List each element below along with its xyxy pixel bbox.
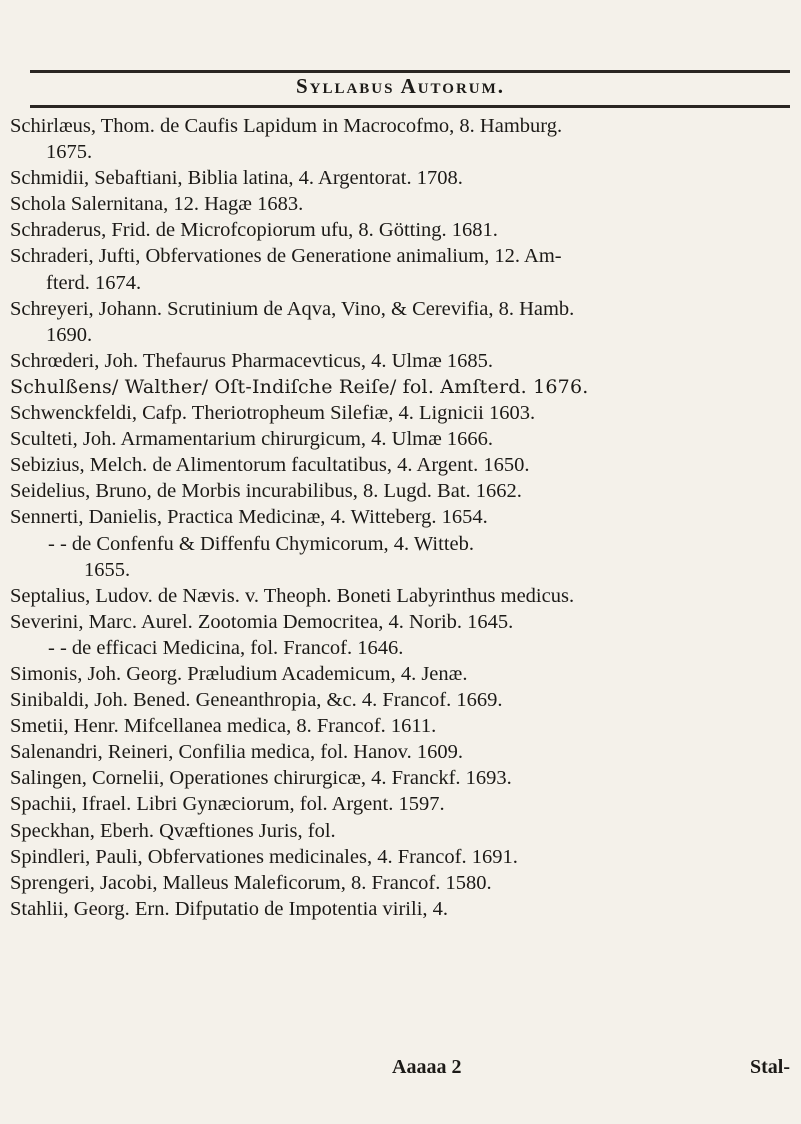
entry-continuation: 1655. [84, 558, 131, 581]
index-entry [10, 739, 792, 765]
entry-text: Schola Salernitana, 12. Hagæ 1683. [10, 193, 304, 216]
entry-text: Smetii, Henr. Mifcellanea medica, 8. Francof. 1611. [10, 715, 437, 738]
entry-text: Schwenckfeldi, Cafp. Theriotropheum Silefiæ, 4. Lignicii 1603. [10, 402, 536, 425]
index-entry [10, 661, 792, 687]
index-entry [10, 348, 792, 374]
index-entry [10, 217, 792, 243]
entry-text: Septalius, Ludov. de Nævis. v. Theoph. Boneti Labyrinthus medicus. [10, 584, 575, 607]
entry-text: Stahlii, Georg. Ern. Difputatio de Impotentia virili, 4. [10, 897, 449, 920]
index-entry [10, 844, 792, 870]
index-entry [10, 191, 792, 217]
entry-text: Severini, Marc. Aurel. Zootomia Democritea, 4. Norib. 1645. [10, 610, 514, 633]
top-rule [30, 70, 790, 73]
entry-text: Schraderi, Jufti, Obfervationes de Generatione animalium, 12. Am- [10, 245, 562, 268]
page-header: Syllabus Autorum. [295, 74, 506, 98]
entry-text: - - de Confenfu & Diffenfu Chymicorum, 4. Witteb. [48, 532, 474, 555]
entry-text: Sprengeri, Jacobi, Malleus Maleficorum, 8. Francof. 1580. [10, 871, 492, 894]
index-entry [10, 504, 792, 530]
entry-text: Sennerti, Danielis, Practica Medicinæ, 4. Witteberg. 1654. [10, 506, 488, 529]
index-entry [10, 818, 792, 844]
entry-continuation: 1675. [46, 141, 93, 164]
entry-text: Schraderus, Frid. de Microfcopiorum ufu, 8. Götting. 1681. [10, 219, 498, 242]
entry-continuation: fterd. 1674. [46, 271, 142, 294]
page-footer [0, 1056, 801, 1086]
index-entry [10, 426, 792, 452]
index-entry [10, 896, 792, 922]
header-rule [30, 105, 790, 108]
index-entry [10, 243, 792, 295]
index-entry [10, 531, 792, 583]
author-index-list [10, 113, 792, 922]
entry-text: Schrœderi, Joh. Thefaurus Pharmacevticus, 4. Ulmæ 1685. [10, 349, 493, 372]
index-entry [10, 635, 792, 661]
index-entry [10, 583, 792, 609]
entry-text: Sinibaldi, Joh. Bened. Geneanthropia, &c. 4. Francof. 1669. [10, 689, 503, 712]
catchword: Stal- [750, 1056, 790, 1078]
index-entry [10, 113, 792, 165]
entry-text: Speckhan, Eberh. Qvæftiones Juris, fol. [10, 819, 336, 842]
entry-text: Salingen, Cornelii, Operationes chirurgicæ, 4. Franckf. 1693. [10, 767, 512, 790]
entry-continuation: 1690. [46, 323, 93, 346]
signature-mark: Aaaaa 2 [392, 1056, 462, 1078]
index-entry [10, 452, 792, 478]
index-entry [10, 296, 792, 348]
entry-text: Schirlæus, Thom. de Caufis Lapidum in Macrocofmo, 8. Hamburg. [10, 115, 563, 137]
index-entry [10, 478, 792, 504]
entry-text: - - de efficaci Medicina, fol. Francof. 1646. [48, 636, 404, 659]
entry-text: Spindleri, Pauli, Obfervationes medicinales, 4. Francof. 1691. [10, 845, 518, 868]
entry-text: Sculteti, Joh. Armamentarium chirurgicum, 4. Ulmæ 1666. [10, 428, 494, 451]
entry-text: Schmidii, Sebaftiani, Biblia latina, 4. Argentorat. 1708. [10, 167, 463, 190]
index-entry [10, 687, 792, 713]
entry-text: Salenandri, Reineri, Confilia medica, fol. Hanov. 1609. [10, 741, 463, 764]
index-entry [10, 765, 792, 791]
entry-text: Schulßens/ Walther/ Oſt-Indiſche Reiſe/ fol. Amſterd. 1676. [10, 375, 589, 398]
index-entry [10, 400, 792, 426]
index-entry [10, 165, 792, 191]
entry-text: Schreyeri, Johann. Scrutinium de Aqva, Vino, & Cerevifia, 8. Hamb. [10, 297, 575, 320]
index-entry [10, 374, 792, 400]
entry-text: Simonis, Joh. Georg. Præludium Academicum, 4. Jenæ. [10, 662, 468, 685]
index-entry [10, 791, 792, 817]
index-entry [10, 870, 792, 896]
entry-text: Spachii, Ifrael. Libri Gynæciorum, fol. Argent. 1597. [10, 793, 445, 816]
entry-text: Sebizius, Melch. de Alimentorum facultatibus, 4. Argent. 1650. [10, 454, 530, 477]
index-entry [10, 713, 792, 739]
index-entry [10, 609, 792, 635]
entry-text: Seidelius, Bruno, de Morbis incurabilibus, 8. Lugd. Bat. 1662. [10, 480, 522, 503]
